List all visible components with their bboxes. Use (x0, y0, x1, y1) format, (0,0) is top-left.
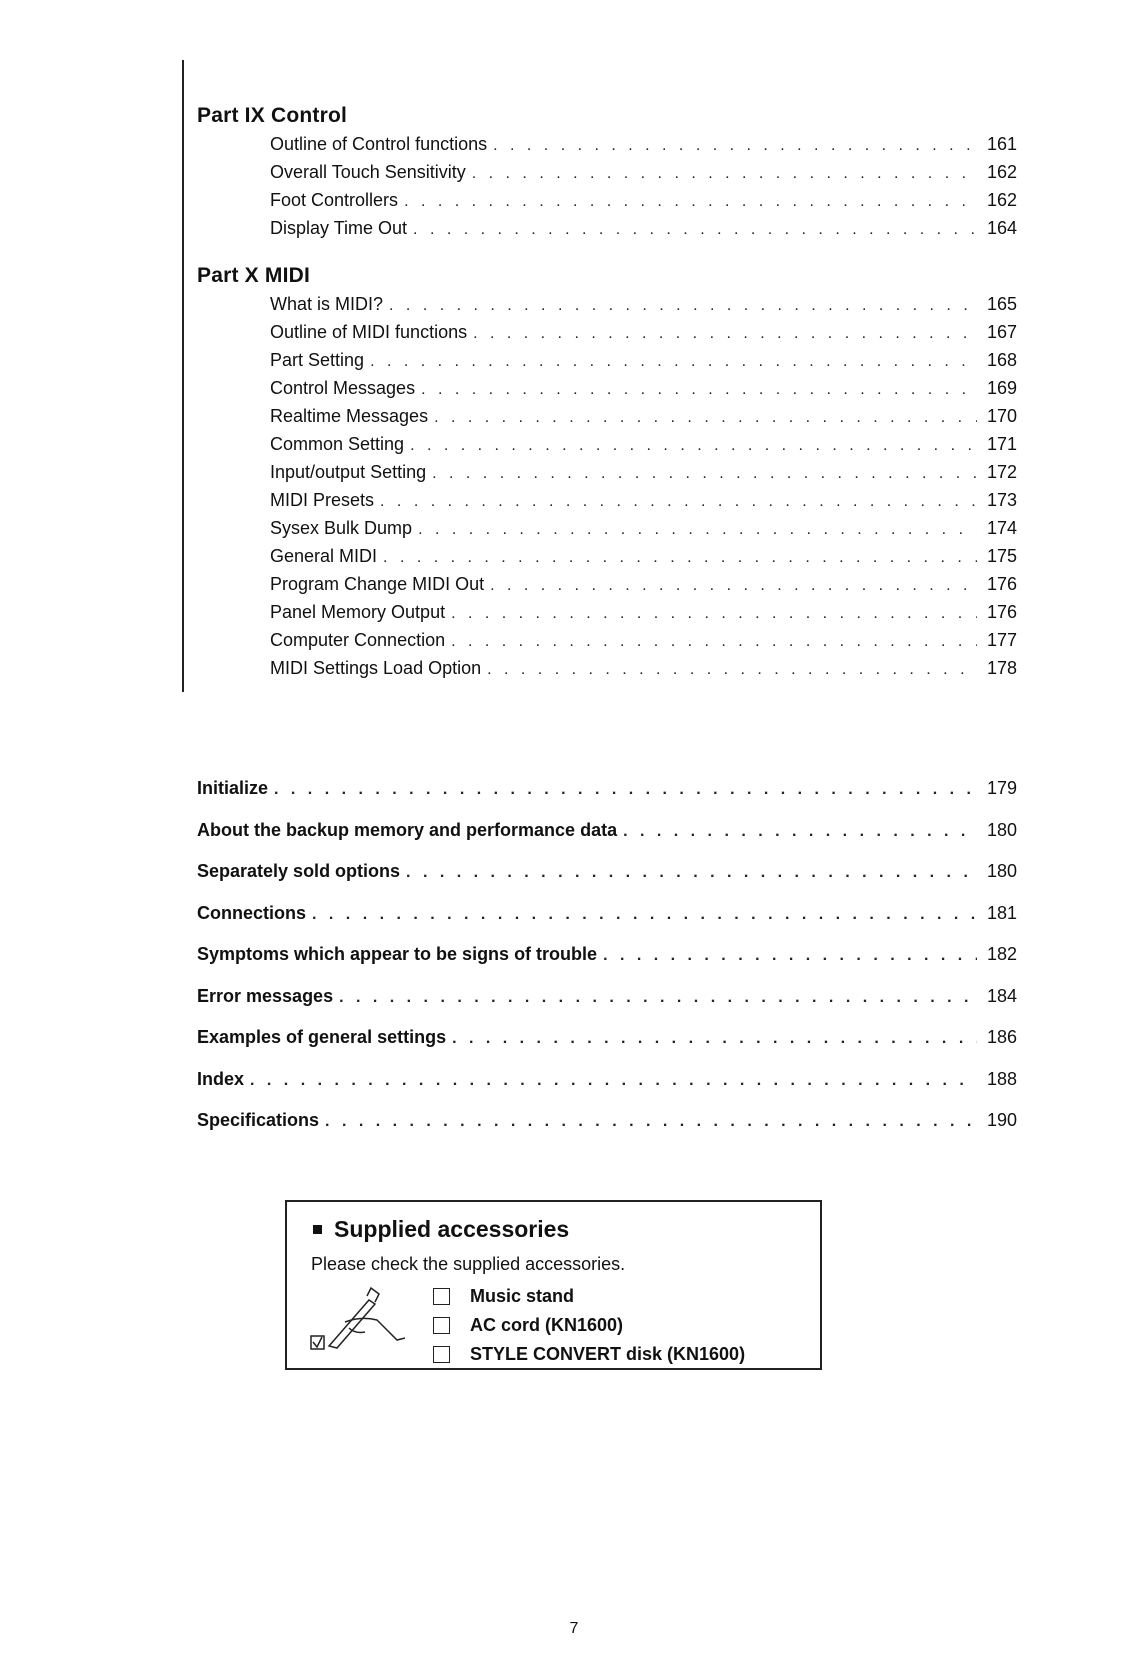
dot-leader (389, 297, 977, 315)
toc-entry-title: Specifications (197, 1110, 320, 1130)
toc-entry-page: 180 (986, 861, 1017, 881)
dot-leader (623, 823, 977, 841)
dot-leader (451, 633, 977, 651)
dot-leader (404, 193, 977, 211)
toc-entry[interactable] (270, 490, 1017, 518)
toc-entry-page: 179 (986, 778, 1017, 798)
toc-entry-page: 190 (986, 1110, 1017, 1130)
toc-entry-title: Common Setting (270, 434, 405, 454)
toc-entry-page: 161 (986, 134, 1017, 154)
checkbox-icon[interactable] (433, 1346, 450, 1363)
dot-leader (339, 989, 977, 1007)
toc-entry-page: 167 (986, 322, 1017, 342)
part-heading: Part IX Control (197, 104, 348, 127)
toc-entry-title: Index (197, 1068, 245, 1089)
toc-entry[interactable] (270, 434, 1017, 462)
toc-main-entry[interactable] (197, 861, 1017, 903)
toc-entry-page: 176 (986, 574, 1017, 594)
toc-entry-title: General MIDI (270, 546, 378, 566)
toc-entry-title: Outline of MIDI functions (270, 322, 468, 342)
toc-entry[interactable] (270, 602, 1017, 630)
toc-entry-page: 175 (986, 546, 1017, 566)
toc-entry-title: MIDI Presets (270, 490, 375, 510)
toc-entry-page: 170 (986, 406, 1017, 426)
accessory-label: AC cord (KN1600) (470, 1315, 624, 1335)
toc-entry-page: 169 (986, 378, 1017, 398)
toc-entry-page: 177 (986, 630, 1017, 650)
vertical-rule (182, 60, 184, 692)
accessory-item (433, 1282, 745, 1311)
toc-entry-page: 162 (986, 190, 1017, 210)
checkbox-icon[interactable] (433, 1317, 450, 1334)
dot-leader (473, 325, 977, 343)
toc-entry[interactable] (270, 658, 1017, 686)
toc-entry-title: Computer Connection (270, 630, 446, 650)
toc-entry-page: 171 (986, 434, 1017, 454)
toc-entry-page: 172 (986, 462, 1017, 482)
part-entries (270, 294, 1017, 686)
toc-main-entry[interactable] (197, 903, 1017, 945)
pen-checking-box-icon (309, 1282, 419, 1367)
accessory-label: STYLE CONVERT disk (KN1600) (470, 1344, 746, 1364)
toc-entry-title: Panel Memory Output (270, 602, 446, 622)
toc-entry-page: 168 (986, 350, 1017, 370)
dot-leader (406, 864, 977, 882)
toc-entry-title: Error messages (197, 985, 334, 1006)
toc-entry-title: What is MIDI? (270, 294, 384, 314)
checkbox-icon[interactable] (433, 1288, 450, 1305)
dot-leader (410, 437, 977, 455)
toc-entry-title: Initialize (197, 778, 269, 798)
toc-entry-page: 178 (986, 658, 1017, 678)
toc-main-entries (197, 778, 1017, 1152)
toc-entry[interactable] (270, 518, 1017, 546)
toc-main-entry[interactable] (197, 820, 1017, 862)
page-number: 7 (569, 1620, 579, 1637)
toc-entry-title: Examples of general settings (197, 1027, 447, 1047)
toc-entry-title: Outline of Control functions (270, 134, 488, 154)
toc-entry[interactable] (270, 462, 1017, 490)
part-heading: Part X MIDI (197, 264, 311, 287)
dot-leader (383, 549, 977, 567)
dot-leader (380, 493, 977, 511)
toc-entry-title: Foot Controllers (270, 190, 399, 210)
toc-entry-title: Input/output Setting (270, 462, 427, 482)
toc-entry-title: Program Change MIDI Out (270, 574, 485, 594)
dot-leader (370, 353, 977, 371)
dot-leader (493, 137, 977, 155)
toc-entry-title: Symptoms which appear to be signs of trouble (197, 944, 598, 964)
toc-entry[interactable] (270, 574, 1017, 602)
toc-entry[interactable] (270, 134, 1017, 162)
toc-entry[interactable] (270, 162, 1017, 190)
dot-leader (274, 781, 977, 799)
toc-entry[interactable] (270, 630, 1017, 658)
square-bullet-icon (313, 1225, 322, 1234)
toc-entry-page: 162 (986, 162, 1017, 182)
toc-main-entry[interactable] (197, 778, 1017, 820)
dot-leader (451, 605, 977, 623)
toc-entry-title: Part Setting (270, 350, 365, 370)
toc-entry-title: MIDI Settings Load Option (270, 658, 482, 678)
dot-leader (487, 661, 977, 679)
accessory-label: Music stand (470, 1286, 575, 1306)
toc-entry[interactable] (270, 378, 1017, 406)
toc-entry[interactable] (270, 350, 1017, 378)
accessory-item (433, 1340, 745, 1369)
dot-leader (432, 465, 977, 483)
dot-leader (250, 1072, 977, 1090)
supplied-accessories-box (285, 1200, 822, 1370)
toc-entry-title: Sysex Bulk Dump (270, 518, 413, 538)
accessory-item (433, 1311, 745, 1340)
toc-entry[interactable] (270, 406, 1017, 434)
toc-entry-page: 181 (986, 902, 1017, 923)
toc-entry[interactable] (270, 190, 1017, 218)
toc-entry-title: Display Time Out (270, 218, 408, 238)
toc-entry-page: 180 (986, 819, 1017, 840)
toc-main-entry[interactable] (197, 944, 1017, 986)
toc-entry-page: 182 (986, 944, 1017, 964)
dot-leader (413, 221, 977, 239)
toc-entry-page: 174 (986, 518, 1017, 538)
dot-leader (434, 409, 977, 427)
part-entries (270, 134, 1017, 246)
toc-entry-title: About the backup memory and performance data (197, 819, 618, 840)
part-section (197, 104, 1017, 246)
dot-leader (325, 1113, 977, 1131)
toc-entry-page: 184 (986, 985, 1017, 1006)
accessories-heading-text: Supplied accessories (334, 1216, 570, 1242)
part-section (197, 264, 1017, 686)
toc-entry-page: 176 (986, 602, 1017, 622)
toc-main-entry[interactable] (197, 1069, 1017, 1111)
dot-leader (418, 521, 977, 539)
toc-entry-page: 186 (986, 1027, 1017, 1047)
dot-leader (421, 381, 977, 399)
dot-leader (312, 906, 977, 924)
accessories-list (433, 1282, 745, 1369)
toc-entry[interactable] (270, 546, 1017, 574)
toc-entry-title: Control Messages (270, 378, 416, 398)
toc-entry-title: Realtime Messages (270, 406, 429, 426)
toc-entry[interactable] (270, 294, 1017, 322)
toc-entry-title: Connections (197, 902, 307, 923)
toc-entry-page: 164 (986, 218, 1017, 238)
toc-entry-title: Separately sold options (197, 861, 401, 881)
accessories-heading (313, 1216, 569, 1243)
toc-main-entry[interactable] (197, 1027, 1017, 1069)
toc-entry[interactable] (270, 218, 1017, 246)
toc-main-entry[interactable] (197, 1110, 1017, 1152)
toc-entry-page: 165 (986, 294, 1017, 314)
dot-leader (490, 577, 977, 595)
dot-leader (452, 1030, 977, 1048)
toc-main-entry[interactable] (197, 986, 1017, 1028)
toc-part-sections (197, 104, 1017, 704)
dot-leader (472, 165, 977, 183)
toc-entry-page: 173 (986, 490, 1017, 510)
toc-entry[interactable] (270, 322, 1017, 350)
toc-entry-title: Overall Touch Sensitivity (270, 162, 466, 182)
accessories-instruction: Please check the supplied accessories. (311, 1254, 626, 1274)
dot-leader (603, 947, 977, 965)
toc-entry-page: 188 (986, 1068, 1017, 1089)
